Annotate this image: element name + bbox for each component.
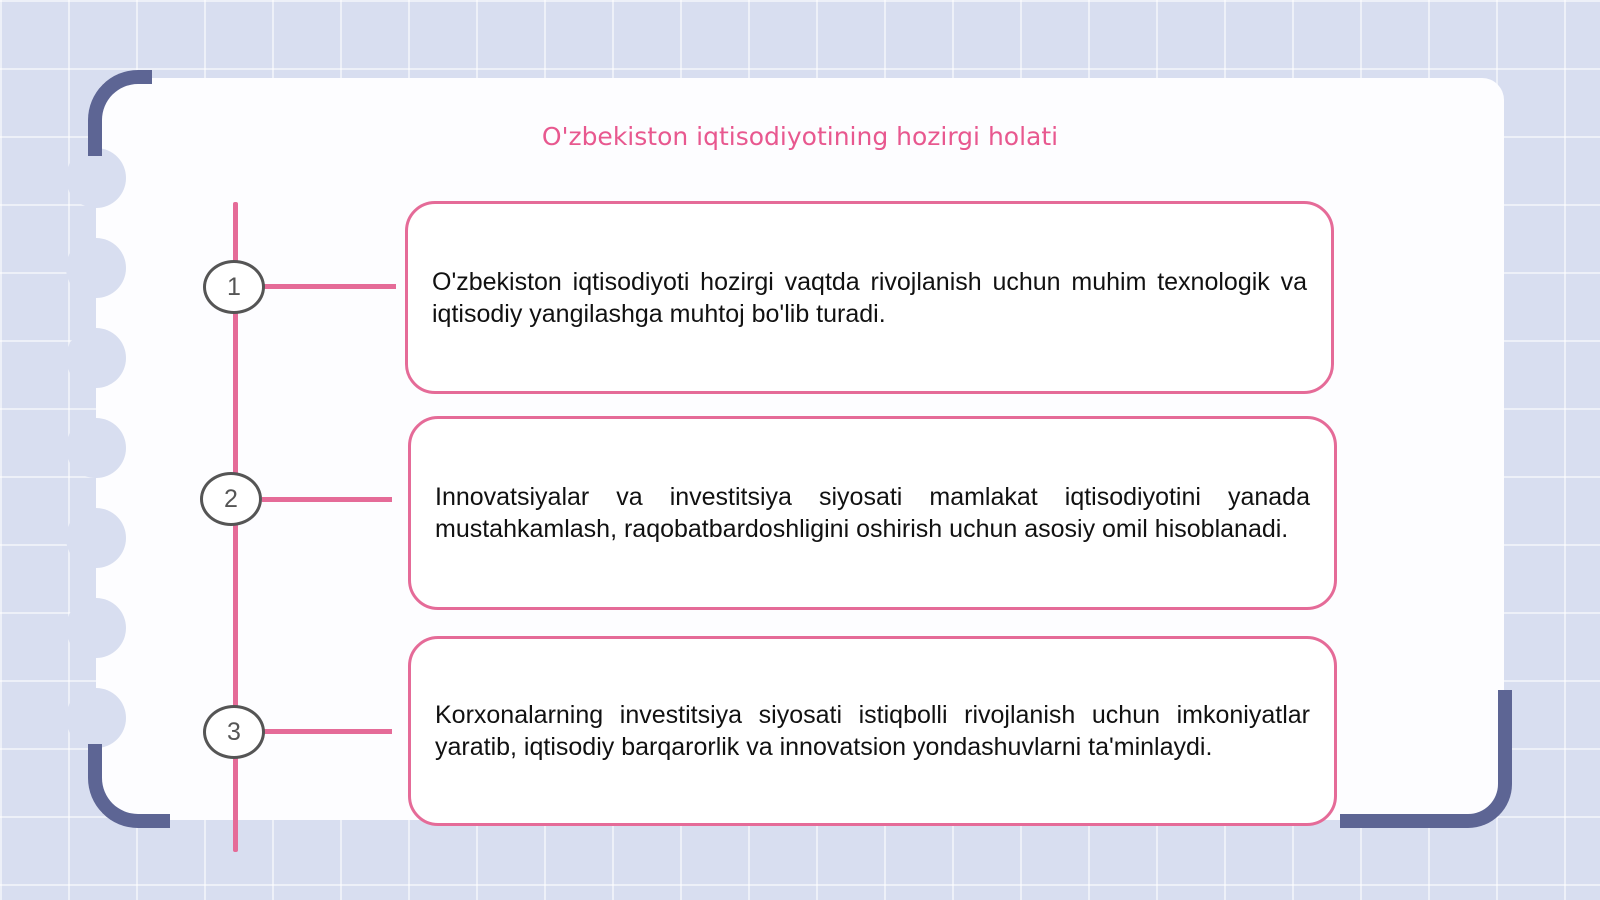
timeline-connector (264, 729, 392, 734)
timeline-connector (262, 497, 392, 502)
corner-bracket-top-left (88, 70, 152, 156)
timeline-node-3: 3 (203, 705, 265, 759)
paper-scallop (66, 328, 126, 388)
timeline-node-1: 1 (203, 260, 265, 314)
paper-scallop (66, 418, 126, 478)
timeline-card-text: Korxonalarning investitsiya siyosati istiqbolli rivojlanish uchun imkoniyatlar yaratib, iqtisodiy barqarorlik va innovatsion yondashuvlarni ta'minlaydi. (435, 701, 1310, 761)
timeline-card-text: Innovatsiyalar va investitsiya siyosati mamlakat iqtisodiyotini yanada mustahkamlash, raqobatbardoshligini oshirish uchun asosiy omil hisoblanadi. (435, 483, 1310, 543)
timeline-node-2: 2 (200, 472, 262, 526)
paper-scallop (66, 688, 126, 748)
paper-scallop (66, 508, 126, 568)
corner-bracket-bottom-left (88, 744, 170, 828)
paper-scallop (66, 598, 126, 658)
paper-scallop (66, 148, 126, 208)
paper-scallop (66, 238, 126, 298)
corner-bracket-bottom-right (1340, 690, 1512, 828)
timeline-card-1 (405, 201, 1334, 394)
timeline-card-3 (408, 636, 1337, 826)
timeline-card-text: O'zbekiston iqtisodiyoti hozirgi vaqtda rivojlanish uchun muhim texnologik va iqtisodiy yangilashga muhtoj bo'lib turadi. (432, 267, 1307, 328)
slide-title: O'zbekiston iqtisodiyotining hozirgi holati (541, 122, 1059, 151)
timeline-connector (264, 284, 396, 289)
timeline-card-2 (408, 416, 1337, 610)
